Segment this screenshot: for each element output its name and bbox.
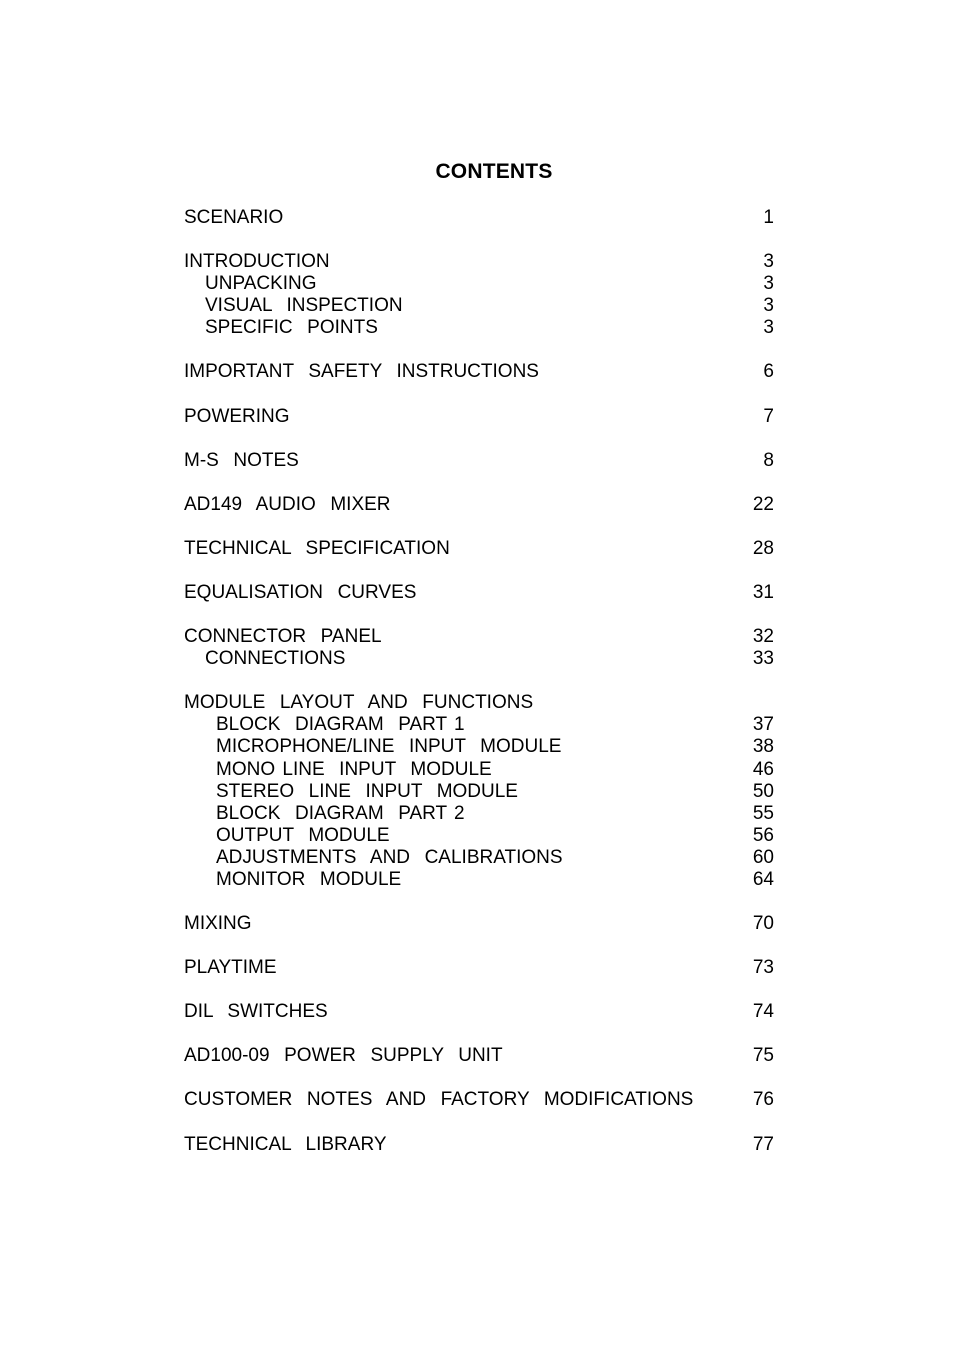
toc-entry-label: SCENARIO bbox=[184, 207, 284, 228]
toc-page-number: 8 bbox=[763, 449, 774, 471]
toc-entry[interactable] bbox=[184, 361, 774, 383]
toc-subentry[interactable] bbox=[184, 273, 774, 295]
toc-entry-label: VISUAL INSPECTION bbox=[205, 295, 403, 317]
toc-entry[interactable] bbox=[184, 1134, 774, 1156]
page-title: CONTENTS bbox=[435, 160, 553, 183]
toc-entry-label: CONNECTOR PANEL bbox=[184, 626, 382, 648]
toc-page-number: 64 bbox=[752, 868, 774, 890]
toc-page-number: 46 bbox=[752, 758, 774, 780]
toc-entry-label: AD100-09 POWER SUPPLY UNIT bbox=[184, 1045, 503, 1067]
toc-entry-label: BLOCK DIAGRAM PART 1 bbox=[216, 714, 465, 736]
toc-subentry[interactable] bbox=[184, 736, 774, 758]
toc-entry-label: AD149 AUDIO MIXER bbox=[184, 493, 391, 515]
toc-page-number: 7 bbox=[763, 405, 774, 427]
toc-page-number: 76 bbox=[752, 1089, 774, 1111]
toc-subentry[interactable] bbox=[184, 648, 774, 670]
toc-page-number: 55 bbox=[752, 802, 774, 824]
toc-section bbox=[184, 251, 774, 339]
toc-subentry[interactable] bbox=[184, 714, 774, 736]
toc-page-number: 60 bbox=[752, 846, 774, 868]
toc-section bbox=[184, 626, 774, 670]
toc-subentry[interactable] bbox=[184, 803, 774, 825]
toc-entry[interactable] bbox=[184, 626, 774, 648]
toc-page-number: 3 bbox=[763, 251, 774, 273]
toc-section bbox=[184, 361, 774, 383]
toc-page-number: 32 bbox=[752, 626, 774, 648]
toc-section bbox=[184, 207, 774, 229]
toc-entry[interactable] bbox=[184, 1045, 774, 1067]
toc-subentry[interactable] bbox=[184, 781, 774, 803]
toc-entry-label: PLAYTIME bbox=[184, 957, 277, 979]
toc-entry-label: ADJUSTMENTS AND CALIBRATIONS bbox=[216, 846, 563, 868]
toc-entry[interactable] bbox=[184, 538, 774, 560]
toc-section bbox=[184, 406, 774, 428]
toc-entry-label: IMPORTANT SAFETY INSTRUCTIONS bbox=[184, 361, 539, 383]
toc-entry[interactable] bbox=[184, 1089, 774, 1111]
toc-section bbox=[184, 1045, 774, 1067]
toc-page-number: 74 bbox=[752, 1001, 774, 1023]
toc-page-number: 31 bbox=[752, 581, 774, 603]
toc-page-number: 1 bbox=[763, 207, 774, 228]
toc-subentry[interactable] bbox=[184, 869, 774, 891]
toc-entry[interactable] bbox=[184, 450, 774, 472]
toc-entry-label: SPECIFIC POINTS bbox=[205, 317, 378, 339]
toc-entry-label: TECHNICAL LIBRARY bbox=[184, 1133, 387, 1155]
toc-page-number: 22 bbox=[752, 493, 774, 515]
toc-entry-label: UNPACKING bbox=[205, 273, 317, 295]
toc-entry-label: MIXING bbox=[184, 913, 252, 935]
toc-section bbox=[184, 538, 774, 560]
toc-subentry[interactable] bbox=[184, 759, 774, 781]
toc-section bbox=[184, 692, 774, 891]
toc-section bbox=[184, 1089, 774, 1111]
toc-entry-label: INTRODUCTION bbox=[184, 251, 330, 273]
toc-page-number: 70 bbox=[752, 913, 774, 935]
toc-entry-label: MONO LINE INPUT MODULE bbox=[216, 758, 492, 780]
toc-entry[interactable] bbox=[184, 494, 774, 516]
toc-entry-label: M-S NOTES bbox=[184, 449, 299, 471]
toc-section bbox=[184, 582, 774, 604]
toc-entry[interactable] bbox=[184, 251, 774, 273]
toc-section bbox=[184, 913, 774, 935]
toc-page-number: 50 bbox=[752, 780, 774, 802]
toc-page-number: 6 bbox=[763, 361, 774, 383]
toc-page-number: 38 bbox=[752, 736, 774, 758]
toc-entry[interactable] bbox=[184, 1001, 774, 1023]
toc-entry-label: BLOCK DIAGRAM PART 2 bbox=[216, 802, 465, 824]
toc-entry-label: OUTPUT MODULE bbox=[216, 824, 390, 846]
toc-page-number: 73 bbox=[752, 957, 774, 979]
toc-entry-label: CUSTOMER NOTES AND FACTORY MODIFICATIONS bbox=[184, 1089, 694, 1111]
toc-entry[interactable] bbox=[184, 582, 774, 604]
toc-entry[interactable] bbox=[184, 406, 774, 428]
toc-page-number: 77 bbox=[752, 1133, 774, 1155]
toc-entry-label: POWERING bbox=[184, 405, 290, 427]
toc-entry-label: MONITOR MODULE bbox=[216, 868, 402, 890]
toc-subentry[interactable] bbox=[184, 825, 774, 847]
toc-entry-label: CONNECTIONS bbox=[205, 648, 346, 670]
toc-subentry[interactable] bbox=[184, 847, 774, 869]
toc-subentry[interactable] bbox=[184, 295, 774, 317]
toc-page-number: 3 bbox=[763, 295, 774, 317]
toc-section bbox=[184, 1134, 774, 1156]
toc-page-number: 28 bbox=[752, 537, 774, 559]
toc-entry[interactable] bbox=[184, 692, 774, 714]
toc-entry-label: MODULE LAYOUT AND FUNCTIONS bbox=[184, 692, 534, 714]
toc-section bbox=[184, 450, 774, 472]
toc-page-number: 75 bbox=[752, 1045, 774, 1067]
toc-entry-label: TECHNICAL SPECIFICATION bbox=[184, 537, 450, 559]
toc-page-number: 3 bbox=[763, 317, 774, 339]
toc-entry-label: MICROPHONE/LINE INPUT MODULE bbox=[216, 736, 562, 758]
toc-page-number: 3 bbox=[763, 273, 774, 295]
toc-entry-label: DIL SWITCHES bbox=[184, 1001, 328, 1023]
toc-entry-label: STEREO LINE INPUT MODULE bbox=[216, 780, 518, 802]
toc-entry[interactable] bbox=[184, 913, 774, 935]
toc-entry[interactable] bbox=[184, 207, 774, 229]
toc-page-number: 33 bbox=[752, 648, 774, 670]
table-of-contents bbox=[184, 207, 774, 1178]
toc-section bbox=[184, 957, 774, 979]
toc-section bbox=[184, 1001, 774, 1023]
toc-section bbox=[184, 494, 774, 516]
toc-subentry[interactable] bbox=[184, 317, 774, 339]
toc-entry[interactable] bbox=[184, 957, 774, 979]
toc-page-number: 37 bbox=[752, 714, 774, 736]
toc-entry-label: EQUALISATION CURVES bbox=[184, 581, 417, 603]
toc-page-number: 56 bbox=[752, 824, 774, 846]
